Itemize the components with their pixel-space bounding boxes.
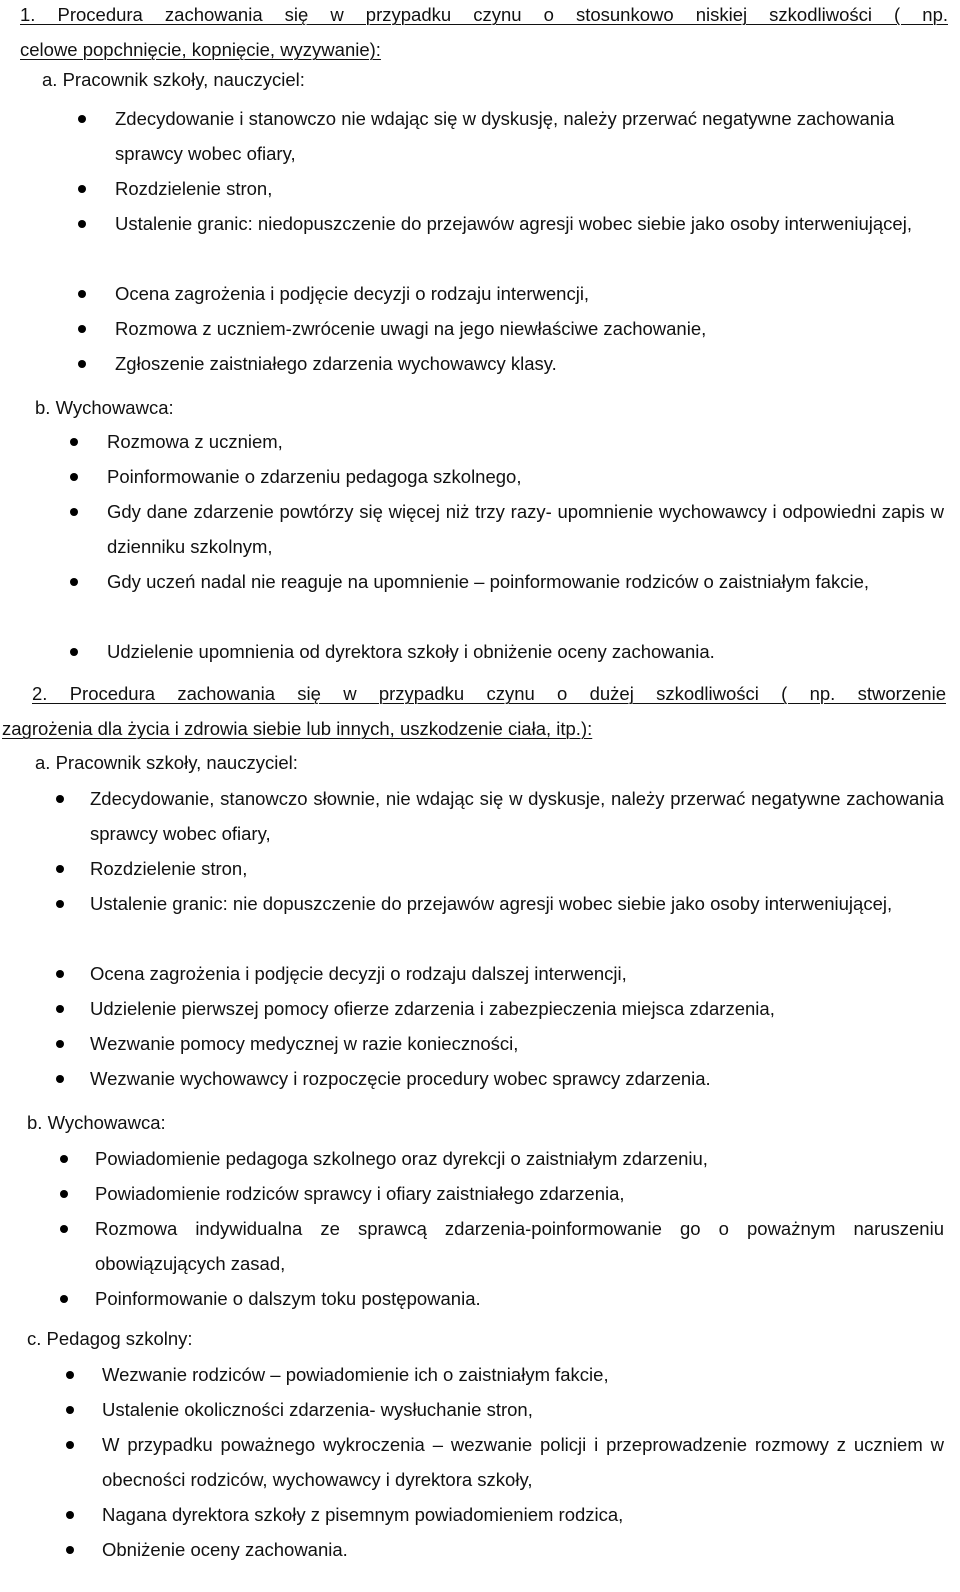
section2-c-label: c. Pedagog szkolny: [27, 1328, 193, 1349]
list-item: Rozmowa indywidualna ze sprawcą zdarzenia-poinformowanie go o poważnym naruszeniu obowiązujących zasad, [60, 1211, 944, 1281]
bullet-icon [66, 1441, 74, 1449]
bullet-icon [70, 578, 78, 586]
bullet-icon [66, 1371, 74, 1379]
bullet-icon [60, 1155, 68, 1163]
list-item: Udzielenie upomnienia od dyrektora szkoły i obniżenie oceny zachowania. [70, 634, 944, 669]
list-item: Poinformowanie o dalszym toku postępowania. [60, 1281, 944, 1316]
list-item: Powiadomienie rodziców sprawcy i ofiary zaistniałego zdarzenia, [60, 1176, 944, 1211]
section2-c-list [66, 1357, 944, 1567]
list-item: Obniżenie oceny zachowania. [66, 1532, 944, 1567]
list-item: Rozmowa z uczniem-zwrócenie uwagi na jego niewłaściwe zachowanie, [78, 311, 944, 346]
list-item: Rozmowa z uczniem, [70, 424, 944, 459]
list-item: Udzielenie pierwszej pomocy ofierze zdarzenia i zabezpieczenia miejsca zdarzenia, [56, 991, 944, 1026]
bullet-icon [78, 220, 86, 228]
list-item: Ocena zagrożenia i podjęcie decyzji o rodzaju dalszej interwencji, [56, 956, 944, 991]
bullet-icon [56, 900, 64, 908]
bullet-icon [60, 1190, 68, 1198]
section1-a-label: a. Pracownik szkoły, nauczyciel: [42, 69, 305, 90]
section1-b-label: b. Wychowawca: [35, 397, 174, 418]
bullet-icon [56, 1075, 64, 1083]
bullet-icon [78, 360, 86, 368]
section2-a-list [56, 781, 944, 1096]
list-item: Ocena zagrożenia i podjęcie decyzji o rodzaju interwencji, [78, 276, 944, 311]
list-item: Wezwanie wychowawcy i rozpoczęcie procedury wobec sprawcy zdarzenia. [56, 1061, 944, 1096]
list-item: W przypadku poważnego wykroczenia – wezwanie policji i przeprowadzenie rozmowy z uczniem w obecności rodziców, wychowawcy i dyrektora szkoły, [66, 1427, 944, 1497]
bullet-icon [78, 115, 86, 123]
bullet-icon [66, 1546, 74, 1554]
list-item: Rozdzielenie stron, [56, 851, 944, 886]
section2-b-list [60, 1141, 944, 1316]
list-item: Zgłoszenie zaistniałego zdarzenia wychowawcy klasy. [78, 346, 944, 381]
list-item: Ustalenie okoliczności zdarzenia- wysłuchanie stron, [66, 1392, 944, 1427]
bullet-icon [56, 795, 64, 803]
bullet-icon [56, 1005, 64, 1013]
list-item: Wezwanie pomocy medycznej w razie konieczności, [56, 1026, 944, 1061]
section2-heading-line2: zagrożenia dla życia i zdrowia siebie lub innych, uszkodzenie ciała, itp.): [2, 718, 593, 739]
bullet-icon [70, 438, 78, 446]
list-item: Zdecydowanie i stanowczo nie wdając się w dyskusję, należy przerwać negatywne zachowania sprawcy wobec ofiary, [78, 101, 944, 171]
list-item: Nagana dyrektora szkoły z pisemnym powiadomieniem rodzica, [66, 1497, 944, 1532]
bullet-icon [56, 865, 64, 873]
list-item: Powiadomienie pedagoga szkolnego oraz dyrekcji o zaistniałym zdarzeniu, [60, 1141, 944, 1176]
section1-heading-line1: 1. Procedura zachowania się w przypadku czynu o stosunkowo niskiej szkodliwości ( np. [20, 4, 948, 25]
list-item: Wezwanie rodziców – powiadomienie ich o zaistniałym fakcie, [66, 1357, 944, 1392]
bullet-icon [60, 1295, 68, 1303]
bullet-icon [70, 508, 78, 516]
section1-heading-line2: celowe popchnięcie, kopnięcie, wyzywanie): [20, 39, 381, 60]
section1-b-list [70, 424, 944, 669]
section2-heading-line1: 2. Procedura zachowania się w przypadku czynu o dużej szkodliwości ( np. stworzenie [32, 683, 946, 704]
list-item: Gdy dane zdarzenie powtórzy się więcej niż trzy razy- upomnienie wychowawcy i odpowiedni zapis w dzienniku szkolnym, [70, 494, 944, 564]
list-item: Ustalenie granic: nie dopuszczenie do przejawów agresji wobec siebie jako osoby interweniującej, [56, 886, 944, 956]
bullet-icon [70, 473, 78, 481]
list-item: Gdy uczeń nadal nie reaguje na upomnienie – poinformowanie rodziców o zaistniałym fakcie, [70, 564, 944, 634]
section2-b-label: b. Wychowawca: [27, 1112, 166, 1133]
list-item: Ustalenie granic: niedopuszczenie do przejawów agresji wobec siebie jako osoby interweniującej, [78, 206, 944, 276]
bullet-icon [66, 1406, 74, 1414]
section2-a-label: a. Pracownik szkoły, nauczyciel: [35, 752, 298, 773]
list-item: Zdecydowanie, stanowczo słownie, nie wdając się w dyskusje, należy przerwać negatywne zachowania sprawcy wobec ofiary, [56, 781, 944, 851]
bullet-icon [70, 648, 78, 656]
list-item: Rozdzielenie stron, [78, 171, 944, 206]
list-item: Poinformowanie o zdarzeniu pedagoga szkolnego, [70, 459, 944, 494]
section1-a-list [78, 101, 944, 381]
bullet-icon [78, 325, 86, 333]
bullet-icon [78, 290, 86, 298]
bullet-icon [66, 1511, 74, 1519]
bullet-icon [56, 970, 64, 978]
bullet-icon [60, 1225, 68, 1233]
bullet-icon [56, 1040, 64, 1048]
bullet-icon [78, 185, 86, 193]
